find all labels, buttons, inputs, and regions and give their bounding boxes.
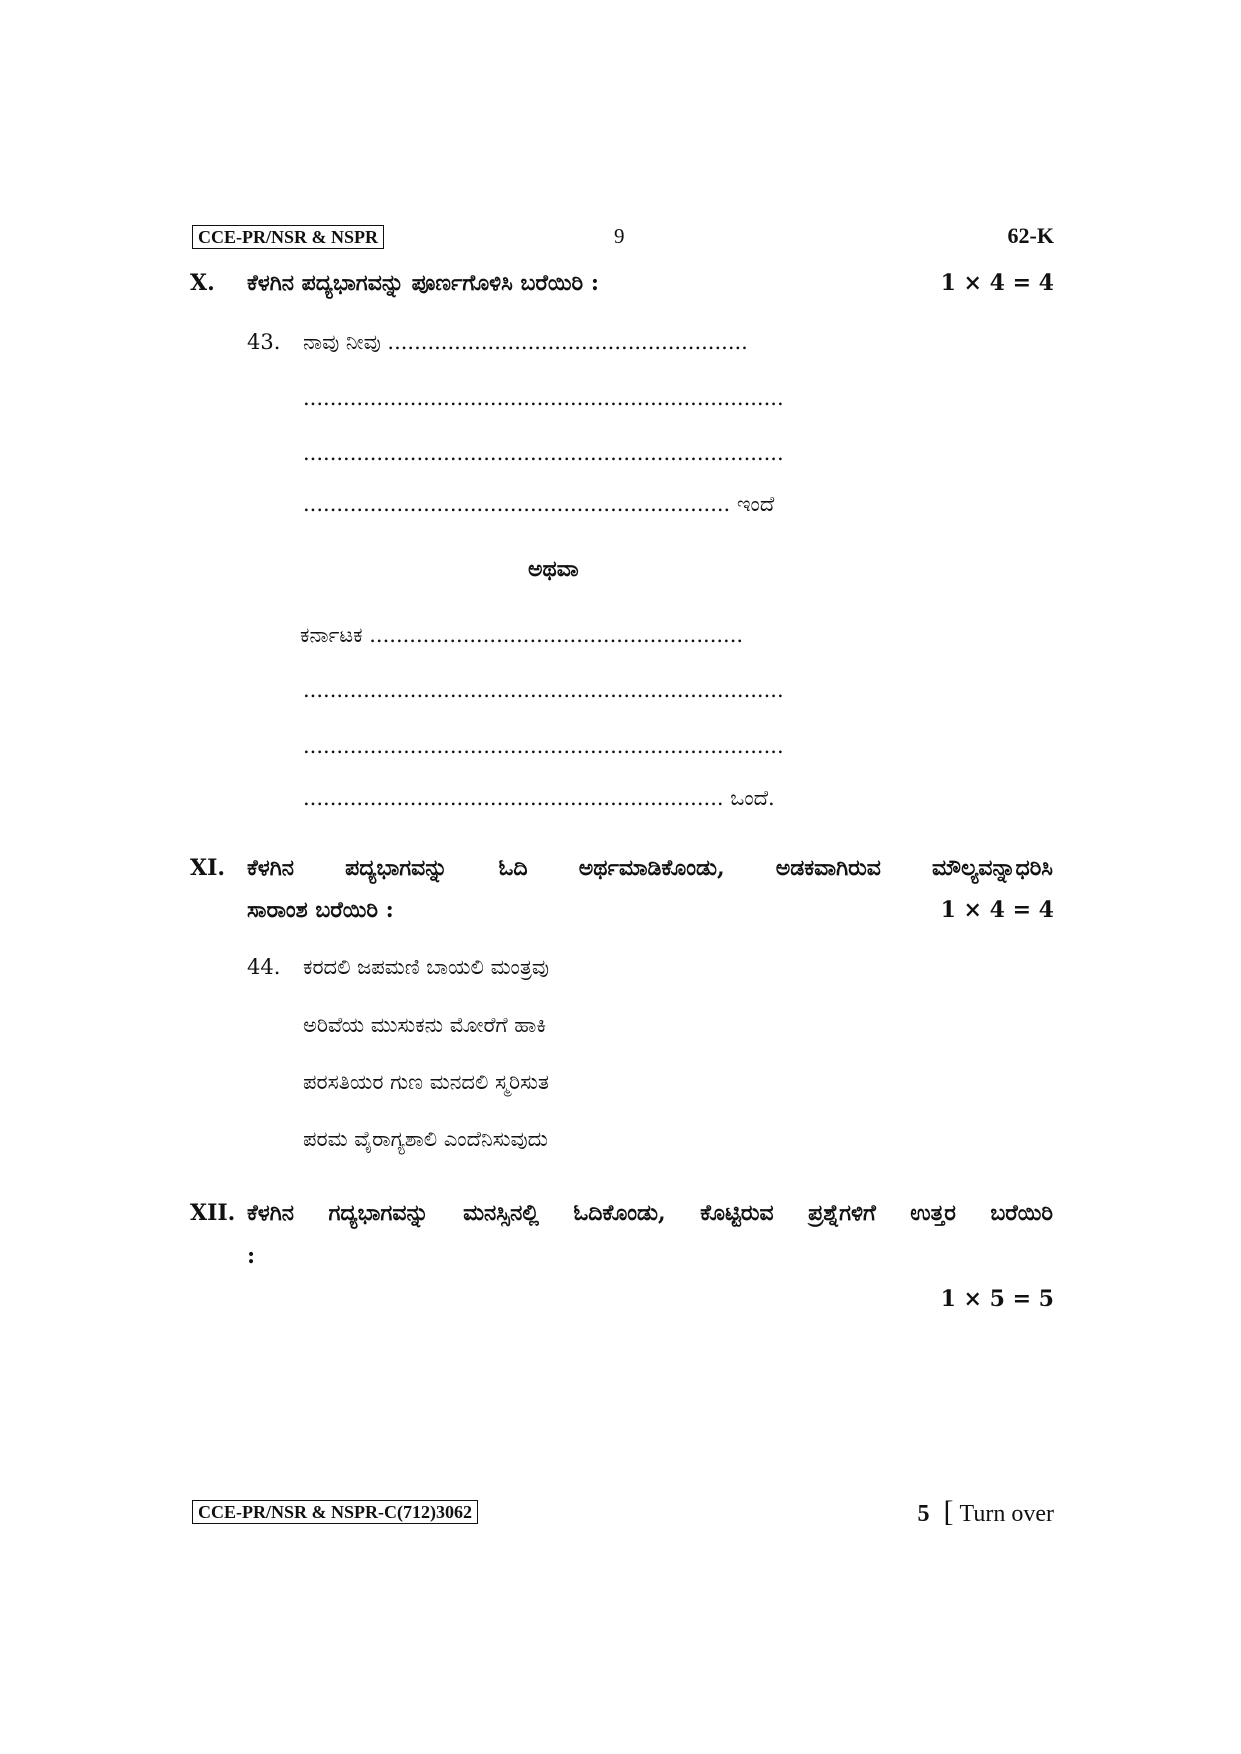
section-xii-number: XII. (190, 1200, 236, 1226)
section-xii-marks: 1 × 5 = 5 (940, 1286, 1054, 1312)
question-43-number: 43. (247, 330, 281, 354)
section-xii-instruction-line-2: : (247, 1243, 256, 1269)
page-number: 9 (614, 224, 625, 248)
turn-over-label: Turn over (959, 1501, 1054, 1527)
footer-code: CCE-PR/NSR & NSPR-C(712)3062 (192, 1500, 478, 1524)
section-xi-instruction-line-2: ಸಾರಾಂಶ ಬರೆಯಿರಿ : (247, 897, 394, 923)
paper-code: 62-K (1007, 223, 1054, 248)
section-xi-instruction-line-1: ಕೆಳಗಿನ ಪದ್ಯಭಾಗವನ್ನು ಓದಿ ಅರ್ಥಮಾಡಿಕೊಂಡು, ಅಡಕವಾಗಿರುವ ಮೌಲ್ಯವನ್ನಾಧರಿಸಿ (247, 855, 1053, 881)
question-44-number: 44. (247, 955, 281, 979)
section-x-instruction: ಕೆಳಗಿನ ಪದ್ಯಭಾಗವನ್ನು ಪೂರ್ಣಗೊಳಿಸಿ ಬರೆಯಿರಿ : (247, 270, 599, 296)
alt-line-2: ........................................................................ (303, 678, 784, 702)
footer-bracket: [ (943, 1495, 954, 1528)
alt-line-4: ............................................................... ಒಂದೆ. (303, 786, 775, 810)
question-43-line-1: ನಾವು ನೀವು ...................................................... (303, 330, 748, 354)
alt-line-3: ........................................................................ (303, 734, 784, 758)
poem-line-3: ಪರಸತಿಯರ ಗುಣ ಮನದಲಿ ಸ್ಮರಿಸುತ (303, 1070, 550, 1094)
question-43-line-4: ................................................................ ಇಂದೆ (303, 492, 775, 516)
section-xi-number: XI. (190, 855, 226, 881)
poem-line-2: ಅರಿವೆಯ ಮುಸುಕನು ಮೋರೆಗೆ ಹಾಕಿ (303, 1013, 547, 1037)
poem-line-4: ಪರಮ ವೈರಾಗ್ಯಶಾಲಿ ಎಂದೆನಿಸುವುದು (303, 1127, 548, 1151)
section-xii-instruction-line-1: ಕೆಳಗಿನ ಗದ್ಯಭಾಗವನ್ನು ಮನಸ್ಸಿನಲ್ಲಿ ಓದಿಕೊಂಡು, ಕೊಟ್ಟಿರುವ ಪ್ರಶ್ನೆಗಳಿಗೆ ಉತ್ತರ ಬರೆಯಿರಿ (247, 1200, 1053, 1226)
section-x-marks: 1 × 4 = 4 (940, 270, 1054, 296)
question-43-line-3: ........................................................................ (303, 441, 784, 465)
section-xi-marks: 1 × 4 = 4 (940, 897, 1054, 923)
section-x-number: X. (190, 270, 215, 296)
alt-line-1: ಕರ್ನಾಟಕ ........................................................ (300, 623, 744, 647)
poem-line-1: ಕರದಲಿ ಜಪಮಣಿ ಬಾಯಲಿ ಮಂತ್ರವು (303, 955, 549, 979)
footer-page-info (918, 1495, 1054, 1529)
question-43-line-2: ........................................................................ (303, 386, 784, 410)
footer-page-number: 5 (917, 1501, 930, 1527)
or-label: ಅಥವಾ (528, 556, 579, 582)
header-code: CCE-PR/NSR & NSPR (192, 225, 384, 249)
